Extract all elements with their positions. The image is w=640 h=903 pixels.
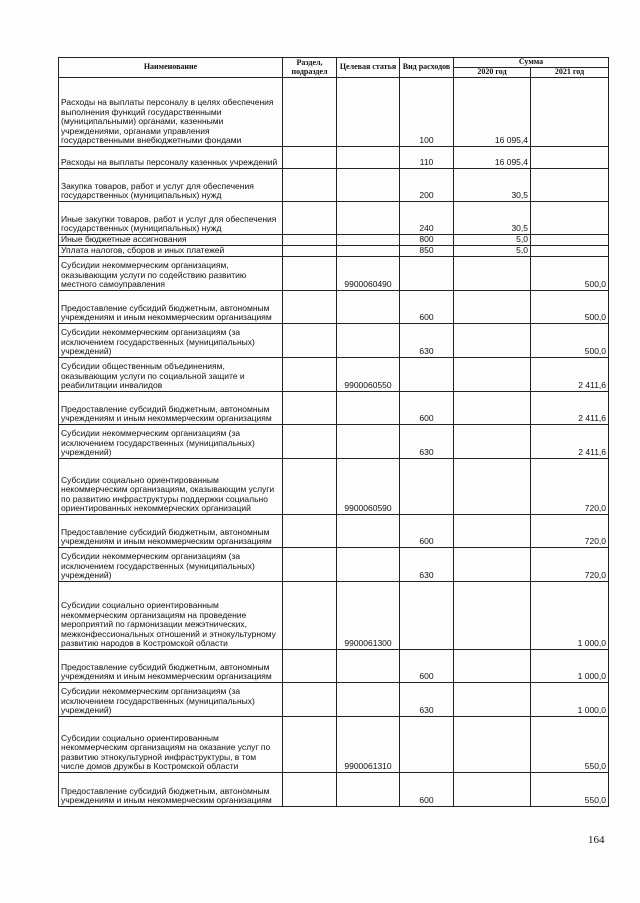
row-sum-2021: 720,0	[531, 459, 609, 515]
row-name: Закупка товаров, работ и услуг для обеспечения государственных (муниципальных) нужд	[59, 169, 283, 202]
page-number: 164	[588, 834, 605, 846]
row-target	[337, 773, 400, 807]
row-section	[283, 147, 337, 169]
row-sum-2020: 5,0	[454, 235, 531, 246]
row-name: Предоставление субсидий бюджетным, автономным учреждениям и иным некоммерческим организациям	[59, 291, 283, 324]
row-name: Уплата налогов, сборов и иных платежей	[59, 246, 283, 257]
row-section	[283, 202, 337, 235]
header-year-2021: 2021 год	[531, 68, 609, 78]
row-target	[337, 683, 400, 717]
table-row	[59, 235, 609, 246]
row-target	[337, 392, 400, 425]
row-type: 600	[400, 650, 454, 683]
row-sum-2021	[531, 147, 609, 169]
row-target	[337, 235, 400, 246]
table-row	[59, 650, 609, 683]
table-row	[59, 257, 609, 291]
row-section	[283, 683, 337, 717]
row-type: 200	[400, 169, 454, 202]
table-row	[59, 169, 609, 202]
row-sum-2020	[454, 582, 531, 650]
row-type	[400, 459, 454, 515]
row-type: 630	[400, 324, 454, 358]
row-target	[337, 246, 400, 257]
row-section	[283, 717, 337, 773]
row-section	[283, 78, 337, 147]
row-sum-2020: 30,5	[454, 169, 531, 202]
row-target: 9900060490	[337, 257, 400, 291]
table-row	[59, 358, 609, 392]
row-name: Предоставление субсидий бюджетным, автономным учреждениям и иным некоммерческим организациям	[59, 392, 283, 425]
row-section	[283, 358, 337, 392]
row-sum-2021: 500,0	[531, 324, 609, 358]
row-section	[283, 257, 337, 291]
row-section	[283, 773, 337, 807]
row-target: 9900060590	[337, 459, 400, 515]
row-type: 630	[400, 425, 454, 459]
row-sum-2021	[531, 78, 609, 147]
table-row	[59, 202, 609, 235]
row-sum-2021: 2 411,6	[531, 358, 609, 392]
row-type: 600	[400, 392, 454, 425]
row-sum-2021: 720,0	[531, 548, 609, 582]
row-sum-2021: 500,0	[531, 257, 609, 291]
budget-table	[58, 57, 609, 807]
row-section	[283, 515, 337, 548]
row-section	[283, 582, 337, 650]
row-sum-2020	[454, 773, 531, 807]
row-target	[337, 650, 400, 683]
row-sum-2020: 5,0	[454, 246, 531, 257]
row-sum-2021: 2 411,6	[531, 392, 609, 425]
row-section	[283, 324, 337, 358]
row-name: Субсидии некоммерческим организациям (за исключением государственных (муниципальных) учреждений)	[59, 425, 283, 459]
row-target: 9900060550	[337, 358, 400, 392]
row-name: Субсидии социально ориентированным некоммерческим организациям на проведение мероприятий по гармонизации межэтнических, межконфессиональных отношений и этнокультурному развитию народов в Костромской области	[59, 582, 283, 650]
row-sum-2020: 30,5	[454, 202, 531, 235]
row-type: 600	[400, 291, 454, 324]
row-target	[337, 78, 400, 147]
row-name: Субсидии социально ориентированным некоммерческим организациям, оказывающим услуги по развитию инфраструктуры поддержки социально ориентированных некоммерческих организаций	[59, 459, 283, 515]
row-sum-2020	[454, 515, 531, 548]
row-section	[283, 169, 337, 202]
table-row	[59, 246, 609, 257]
row-target	[337, 425, 400, 459]
row-type: 630	[400, 548, 454, 582]
row-target	[337, 202, 400, 235]
row-section	[283, 548, 337, 582]
row-sum-2021	[531, 235, 609, 246]
row-name: Субсидии некоммерческим организациям, оказывающим услуги по содействию развитию местного самоуправления	[59, 257, 283, 291]
table-row	[59, 717, 609, 773]
row-name: Предоставление субсидий бюджетным, автономным учреждениям и иным некоммерческим организациям	[59, 773, 283, 807]
row-sum-2021: 1 000,0	[531, 683, 609, 717]
row-type: 600	[400, 515, 454, 548]
row-section	[283, 246, 337, 257]
row-sum-2020	[454, 548, 531, 582]
row-sum-2020	[454, 358, 531, 392]
row-type: 240	[400, 202, 454, 235]
row-type	[400, 358, 454, 392]
row-section	[283, 459, 337, 515]
row-sum-2020	[454, 392, 531, 425]
row-target	[337, 147, 400, 169]
row-sum-2020	[454, 717, 531, 773]
row-target	[337, 515, 400, 548]
row-target: 9900061310	[337, 717, 400, 773]
header-sum: Сумма	[454, 58, 609, 68]
row-sum-2020	[454, 683, 531, 717]
row-sum-2020	[454, 324, 531, 358]
row-target	[337, 548, 400, 582]
row-name: Предоставление субсидий бюджетным, автономным учреждениям и иным некоммерческим организациям	[59, 650, 283, 683]
header-section: Раздел, подраздел	[283, 58, 337, 78]
row-section	[283, 392, 337, 425]
table-row	[59, 773, 609, 807]
row-type: 630	[400, 683, 454, 717]
row-name: Субсидии социально ориентированным некоммерческим организациям на оказание услуг по развитию этнокультурной инфраструктуры, в том числе домов дружбы в Костромской области	[59, 717, 283, 773]
row-sum-2021: 550,0	[531, 773, 609, 807]
row-name: Субсидии некоммерческим организациям (за исключением государственных (муниципальных) учреждений)	[59, 683, 283, 717]
row-sum-2021: 720,0	[531, 515, 609, 548]
row-sum-2021: 1 000,0	[531, 650, 609, 683]
row-type: 600	[400, 773, 454, 807]
row-section	[283, 235, 337, 246]
row-type	[400, 582, 454, 650]
row-section	[283, 425, 337, 459]
table-row	[59, 425, 609, 459]
row-name: Иные бюджетные ассигнования	[59, 235, 283, 246]
header-type: Вид расходов	[400, 58, 454, 78]
row-name: Субсидии некоммерческим организациям (за исключением государственных (муниципальных) учреждений)	[59, 324, 283, 358]
row-sum-2021: 1 000,0	[531, 582, 609, 650]
row-type: 800	[400, 235, 454, 246]
table-header	[59, 58, 609, 78]
row-sum-2020	[454, 425, 531, 459]
row-sum-2020	[454, 257, 531, 291]
row-target	[337, 291, 400, 324]
row-type: 100	[400, 78, 454, 147]
row-target	[337, 324, 400, 358]
row-sum-2020	[454, 291, 531, 324]
table-row	[59, 548, 609, 582]
row-sum-2021: 550,0	[531, 717, 609, 773]
row-name: Предоставление субсидий бюджетным, автономным учреждениям и иным некоммерческим организациям	[59, 515, 283, 548]
table-row	[59, 582, 609, 650]
row-sum-2021: 500,0	[531, 291, 609, 324]
row-type: 850	[400, 246, 454, 257]
table-row	[59, 392, 609, 425]
row-type	[400, 717, 454, 773]
header-year-2020: 2020 год	[454, 68, 531, 78]
row-sum-2021	[531, 169, 609, 202]
row-sum-2021	[531, 246, 609, 257]
row-sum-2020: 16 095,4	[454, 78, 531, 147]
header-name: Наименование	[59, 58, 283, 78]
row-sum-2020: 16 095,4	[454, 147, 531, 169]
row-name: Субсидии общественным объединениям, оказывающим услуги по социальной защите и реабилитации инвалидов	[59, 358, 283, 392]
table-row	[59, 147, 609, 169]
row-name: Субсидии некоммерческим организациям (за исключением государственных (муниципальных) учреждений)	[59, 548, 283, 582]
table-row	[59, 515, 609, 548]
row-target: 9900061300	[337, 582, 400, 650]
table-row	[59, 683, 609, 717]
row-name: Расходы на выплаты персоналу в целях обеспечения выполнения функций государственными (муниципальными) органами, казенными учреждениями, органами управления государственными внебюджетными фондами	[59, 78, 283, 147]
table-row	[59, 78, 609, 147]
row-sum-2021: 2 411,6	[531, 425, 609, 459]
row-name: Расходы на выплаты персоналу казенных учреждений	[59, 147, 283, 169]
row-section	[283, 650, 337, 683]
row-sum-2021	[531, 202, 609, 235]
table-row	[59, 324, 609, 358]
table-row	[59, 459, 609, 515]
row-sum-2020	[454, 650, 531, 683]
row-type: 110	[400, 147, 454, 169]
row-sum-2020	[454, 459, 531, 515]
table-row	[59, 291, 609, 324]
row-section	[283, 291, 337, 324]
header-target: Целевая статья	[337, 58, 400, 78]
row-type	[400, 257, 454, 291]
row-name: Иные закупки товаров, работ и услуг для обеспечения государственных (муниципальных) нужд	[59, 202, 283, 235]
row-target	[337, 169, 400, 202]
